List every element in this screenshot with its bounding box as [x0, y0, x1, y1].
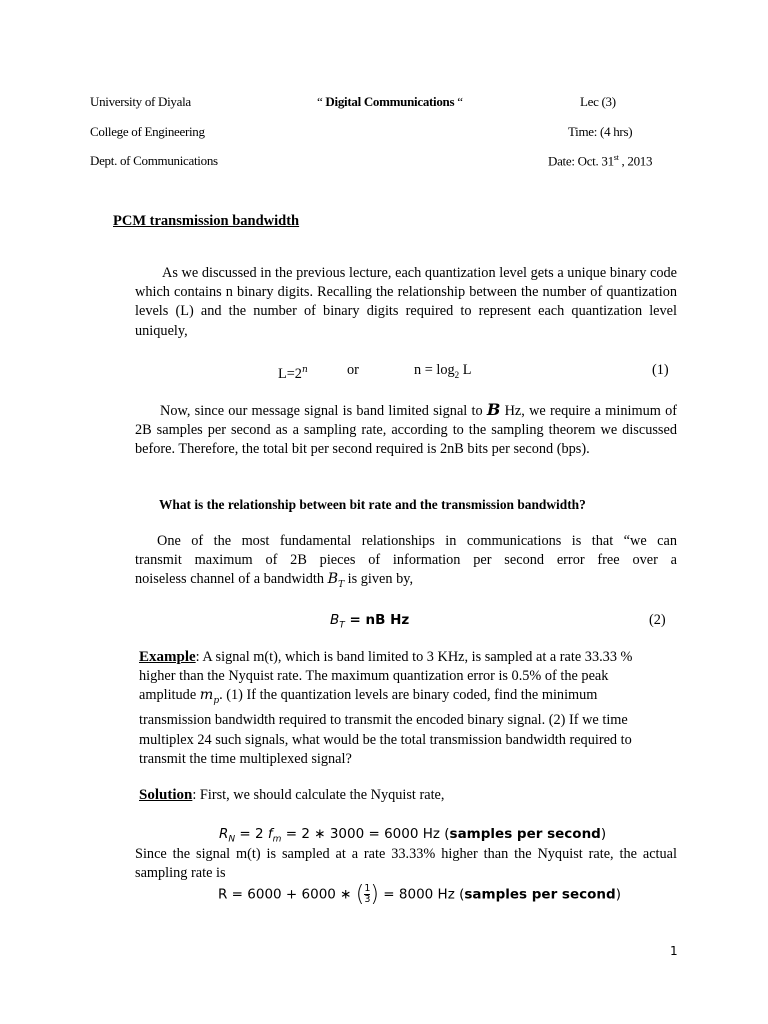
equation-2: [0, 611, 768, 631]
paragraph-sampling: Now, since our message signal is band limited signal to B Hz, we require a minimum of 2B samples per second as a sampling rate, according to the sampling theorem we discussed before. Therefore, the total bit per second required is 2nB bits per second (bps).: [135, 400, 677, 458]
equation-1: [0, 361, 768, 381]
paragraph-intro: As we discussed in the previous lecture, each quantization level gets a unique binary code which contains n binary digits. Recalling the relationship between the number of quantization levels (L) and the number of binary digits required to represent each quantization level uniquely,: [135, 265, 677, 339]
eq1-left: $L=2^n$: [278, 365, 308, 382]
paragraph-actual-rate: Since the signal m(t) is sampled at a rate 33.33% higher than the Nyquist rate, the actual sampling rate is: [135, 846, 677, 882]
eq2-number: (2): [649, 612, 666, 628]
header-dept: Dept. of Communications: [90, 153, 218, 168]
header-course: “ Digital Communications “: [317, 94, 463, 109]
eq2-formula: $B_T$ = nB Hz: [330, 612, 410, 631]
header-time: Time: (4 hrs): [568, 124, 633, 139]
header-college: College of Engineering: [90, 124, 205, 139]
para3-line1: One of the most fundamental relationships in communications is that “we can: [157, 533, 677, 549]
header-university: University of Diyala: [90, 94, 191, 109]
para3-line3: noiseless channel of a bandwidth $B_T$ is given by,: [135, 571, 414, 591]
example-block: Example: A signal m(t), which is band limited to 3 KHz, is sampled at a rate 33.33 % higher than the Nyquist rate. The maximum quantization error is 0.5% of the peak amplitude $m_p$. (1) If the quantization levels are binary coded, find the minimum transmission bandwidth required to transmit the encoded binary signal. (2) If we time multiplex 24 such signals, what would be the total transmission bandwidth required to transmit the time multiplexed signal?: [139, 649, 633, 767]
eq1-number: (1): [652, 362, 669, 378]
header-date: Date: Oct. 31st , 2013: [548, 153, 653, 169]
equation-4: R = 6000 + 6000 ∗ ( $\frac{1}{3}$ ) = 8000 Hz (samples per second): [218, 882, 621, 907]
solution-label: Solution: [139, 787, 193, 803]
eq4-fraction: $\frac{1}{3}$: [364, 883, 371, 905]
question-heading: What is the relationship between bit rate and the transmission bandwidth?: [159, 497, 586, 512]
example-label: Example: [139, 649, 196, 665]
equation-3: $R_N = 2$ $f_m = 2$ ∗ 3000 = 6000 Hz (samples per second): [219, 826, 607, 845]
eq1-or: or: [347, 362, 359, 378]
section-title: PCM transmission bandwidth: [113, 213, 300, 229]
paragraph-fundamental: [135, 532, 677, 595]
page-number: 1: [670, 944, 678, 958]
solution-block: Solution: First, we should calculate the Nyquist rate,: [139, 787, 445, 803]
eq1-right: $n = \log_2 L$: [414, 362, 472, 380]
header-lecture: Lec (3): [580, 94, 616, 109]
para3-line2: transmit maximum of 2B pieces of information per second error free over a: [135, 552, 677, 569]
